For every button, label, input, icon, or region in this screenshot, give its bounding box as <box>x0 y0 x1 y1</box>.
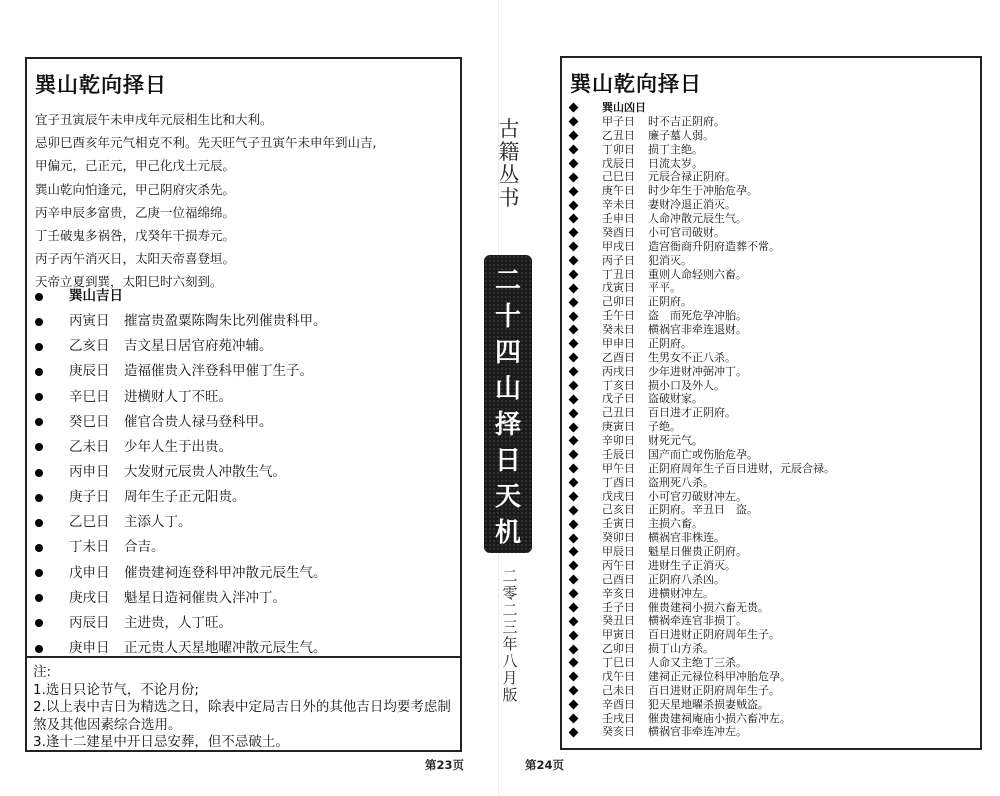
day-description: 催贵建祠小损六畜无贵。 <box>648 600 769 614</box>
day-description: 横祸官非牵连退财。 <box>648 323 747 336</box>
bullet-icon <box>35 594 43 602</box>
day-description: 时少年生于冲胎危孕。 <box>648 184 758 198</box>
list-item <box>568 226 835 240</box>
list-item <box>568 517 835 531</box>
day-description: 元辰合禄正阴府。 <box>648 170 736 184</box>
day-description: 进财生子正消灭。 <box>648 558 736 572</box>
day-description: 正阴府。辛丑日 盗。 <box>648 503 758 517</box>
page-number-left: 第23页 <box>425 758 465 772</box>
day-description: 正阴府。 <box>648 295 692 309</box>
day-name: 庚寅日 <box>602 420 635 434</box>
diamond-bullet-icon <box>569 214 579 224</box>
diamond-bullet-icon <box>569 700 579 710</box>
day-description: 少年进财冲弼冲丁。 <box>648 364 747 378</box>
list-item <box>35 586 327 611</box>
list-item <box>568 712 835 726</box>
day-description: 主添人丁。 <box>124 514 192 531</box>
day-description: 生男女不正八杀。 <box>648 350 736 364</box>
day-name: 乙丑日 <box>602 128 635 142</box>
diamond-bullet-icon <box>569 158 579 168</box>
day-description: 正元贵人天星地曜冲散元辰生气。 <box>124 639 327 656</box>
day-description: 人命冲散元辰生气。 <box>648 212 747 225</box>
list-item <box>35 435 327 460</box>
diamond-bullet-icon <box>569 505 579 515</box>
diamond-bullet-icon <box>569 172 579 182</box>
diamond-bullet-icon <box>569 200 579 210</box>
day-description: 百日进才正阴府。 <box>648 406 736 420</box>
bullet-icon <box>35 544 43 552</box>
day-name: 癸卯日 <box>602 531 635 545</box>
day-name: 甲申日 <box>602 336 635 350</box>
day-description: 催官合贵人禄马登科甲。 <box>124 413 273 430</box>
bullet-icon <box>35 343 43 351</box>
diamond-bullet-icon <box>569 367 579 377</box>
left-page-title: 巽山乾向择日 <box>35 73 167 97</box>
list-item <box>35 334 327 359</box>
day-name: 乙亥日 <box>69 338 110 355</box>
diamond-bullet-icon <box>569 394 579 404</box>
list-item <box>568 434 835 448</box>
day-description: 重则人命轻则六畜。 <box>648 267 747 281</box>
note-line: 1.选日只论节气，不论月份; <box>33 681 199 698</box>
list-item <box>568 115 835 129</box>
day-name: 甲辰日 <box>602 545 635 558</box>
day-name: 甲寅日 <box>602 628 635 642</box>
list-item <box>568 295 835 309</box>
day-name: 辛卯日 <box>602 434 635 447</box>
day-name: 乙卯日 <box>602 642 635 656</box>
list-item <box>568 309 835 323</box>
list-item <box>568 281 835 295</box>
day-description: 日流太岁。 <box>648 156 703 170</box>
day-description: 正阴府。 <box>648 336 692 350</box>
day-description: 百日进财正阴府周年生子。 <box>648 628 780 642</box>
diamond-bullet-icon <box>569 228 579 238</box>
list-item <box>568 212 835 226</box>
day-description: 正阴府周年生子百日进财，元辰合禄。 <box>648 461 835 475</box>
diamond-bullet-icon <box>569 533 579 543</box>
day-name: 壬辰日 <box>602 447 635 461</box>
day-description: 魁星日造祠催贵入泮冲丁。 <box>124 589 286 606</box>
list-item <box>568 614 835 628</box>
day-name: 庚午日 <box>602 184 635 198</box>
spine-series-label: 古籍丛书 <box>498 117 520 210</box>
day-name: 壬子日 <box>602 600 635 614</box>
day-description: 损小口及外人。 <box>648 378 725 392</box>
diamond-bullet-icon <box>569 297 579 307</box>
diamond-bullet-icon <box>569 464 579 474</box>
verse-line: 丙子丙午消灭日，太阳天帝喜登垣。 <box>35 251 236 267</box>
verse-line: 丁壬破鬼多祸咎，戊癸年干损寿元。 <box>35 227 236 243</box>
diamond-bullet-icon <box>569 325 579 335</box>
list-item <box>35 385 327 410</box>
list-item <box>568 670 835 684</box>
list-item <box>568 642 835 656</box>
diamond-bullet-icon <box>569 422 579 432</box>
diamond-bullet-icon <box>569 547 579 557</box>
day-name: 乙巳日 <box>69 514 110 531</box>
diamond-bullet-icon <box>569 131 579 141</box>
diamond-bullet-icon <box>569 242 579 252</box>
day-name: 丙申日 <box>69 463 110 480</box>
list-item <box>35 535 327 560</box>
day-description: 摧富贵盈粟陈陶朱比列催贵科甲。 <box>124 313 327 330</box>
diamond-bullet-icon <box>569 616 579 626</box>
spine-edition: 二零二三年八月版 <box>502 567 518 704</box>
day-name: 辛亥日 <box>602 586 635 600</box>
day-description: 魁星日催贵正阴府。 <box>648 545 747 558</box>
list-item <box>568 129 835 143</box>
verse-line: 巽山乾向怕逢元，甲己阴府灾杀先。 <box>35 181 236 197</box>
diamond-bullet-icon <box>569 436 579 446</box>
diamond-bullet-icon <box>569 658 579 668</box>
verse-line: 天帝立夏到巽，太阳巳时六刻到。 <box>35 274 223 290</box>
list-item <box>35 410 327 435</box>
day-name: 戊子日 <box>602 392 635 406</box>
list-item <box>35 309 327 334</box>
list-item <box>568 323 835 337</box>
day-description: 正阴府八杀凶。 <box>648 572 725 586</box>
day-description: 小可官刃破财冲左。 <box>648 489 747 503</box>
day-name: 辛酉日 <box>602 697 635 711</box>
day-name: 丙午日 <box>602 558 635 572</box>
day-name: 戊午日 <box>602 669 635 683</box>
bullet-icon <box>35 469 43 477</box>
diamond-bullet-icon <box>569 589 579 599</box>
list-item <box>568 406 835 420</box>
page-number-right: 第24页 <box>525 758 565 772</box>
day-name: 戊寅日 <box>602 281 635 295</box>
day-description: 横祸官非株连。 <box>648 531 725 545</box>
day-name: 戊戌日 <box>602 489 635 503</box>
day-name: 壬戌日 <box>602 711 635 725</box>
verse-line: 丙辛申辰多富贵，乙庚一位福绵绵。 <box>35 204 236 220</box>
list-item <box>568 656 835 670</box>
diamond-bullet-icon <box>569 145 579 155</box>
day-name: 乙酉日 <box>602 350 635 364</box>
list-item <box>568 254 835 268</box>
diamond-bullet-icon <box>569 561 579 571</box>
diamond-bullet-icon <box>569 672 579 682</box>
verse-line: 忌卯巳酉亥年元气相克不利。先天旺气子丑寅午未申年到山吉, <box>35 135 377 151</box>
day-description: 人命又主绝丁三杀。 <box>648 656 747 669</box>
list-item <box>568 240 835 254</box>
notes-box <box>25 656 462 752</box>
diamond-bullet-icon <box>569 686 579 696</box>
bullet-icon <box>35 519 43 527</box>
diamond-bullet-icon <box>569 186 579 196</box>
diamond-bullet-icon <box>569 256 579 266</box>
diamond-bullet-icon <box>569 450 579 460</box>
day-description: 盗 而死危孕冲胎。 <box>648 309 747 323</box>
list-item <box>568 184 835 198</box>
day-name: 庚辰日 <box>69 363 110 380</box>
day-name: 丙辰日 <box>69 614 110 631</box>
day-name: 乙未日 <box>69 438 110 455</box>
list-item <box>568 490 835 504</box>
diamond-bullet-icon <box>569 269 579 279</box>
diamond-bullet-icon <box>569 283 579 293</box>
note-line: 2.以上表中吉日为精选之日，除表中定局吉日外的其他吉日均要考虑制煞及其他因素综合选用。 <box>33 699 451 733</box>
diamond-bullet-icon <box>569 575 579 585</box>
list-item <box>568 170 835 184</box>
day-description: 百日进财正阴府周年生子。 <box>648 683 780 697</box>
list-item <box>568 559 835 573</box>
bullet-icon <box>35 569 43 577</box>
diamond-bullet-icon <box>569 491 579 501</box>
day-description: 造宫衙商升阴府造葬不常。 <box>648 239 780 253</box>
diamond-bullet-icon <box>569 380 579 390</box>
diamond-bullet-icon <box>569 727 579 737</box>
day-name: 丙戌日 <box>602 364 635 378</box>
bullet-icon <box>35 293 43 301</box>
day-description: 损丁山方杀。 <box>648 642 714 656</box>
diamond-bullet-icon <box>569 103 579 113</box>
day-name: 丙寅日 <box>69 313 110 330</box>
diamond-bullet-icon <box>569 644 579 654</box>
day-description: 横祸牵连官非损丁。 <box>648 614 747 628</box>
day-name: 戊申日 <box>69 564 110 581</box>
day-name: 丙子日 <box>602 253 635 267</box>
day-name: 己丑日 <box>602 406 635 420</box>
day-name: 甲戌日 <box>602 239 635 253</box>
list-item <box>35 359 327 384</box>
list-item <box>568 365 835 379</box>
day-name: 壬寅日 <box>602 517 635 531</box>
day-name: 己未日 <box>602 683 635 697</box>
right-page-title: 巽山乾向择日 <box>570 72 702 96</box>
list-item <box>568 503 835 517</box>
day-description: 催贵建祠庵庙小损六畜冲左。 <box>648 711 791 725</box>
lucky-days-list <box>35 284 327 661</box>
list-item <box>568 351 835 365</box>
diamond-bullet-icon <box>569 519 579 529</box>
day-name: 己酉日 <box>602 572 635 586</box>
list-item <box>35 510 327 535</box>
bullet-icon <box>35 418 43 426</box>
list-item <box>35 611 327 636</box>
day-name: 丁酉日 <box>602 475 635 489</box>
day-name: 己巳日 <box>602 170 635 184</box>
day-description: 吉文星日居官府苑冲辅。 <box>124 338 273 355</box>
day-description: 进横财冲左。 <box>648 586 714 600</box>
day-name: 癸未日 <box>602 323 635 336</box>
list-item <box>568 198 835 212</box>
day-name: 癸亥日 <box>602 725 635 739</box>
unlucky-days-list <box>568 101 835 739</box>
list-item <box>568 587 835 601</box>
day-name: 癸酉日 <box>602 225 635 239</box>
day-name: 庚子日 <box>69 489 110 506</box>
diamond-bullet-icon <box>569 478 579 488</box>
day-description: 小可官司破财。 <box>648 225 725 239</box>
day-name: 丁未日 <box>69 539 110 556</box>
day-name: 辛巳日 <box>69 388 110 405</box>
day-description: 主损六畜。 <box>648 517 703 531</box>
day-description: 犯天星地曜杀损妻贼盗。 <box>648 697 769 711</box>
day-description: 建祠正元禄位科甲冲胎危孕。 <box>648 669 791 683</box>
list-item <box>568 143 835 157</box>
list-item <box>568 476 835 490</box>
day-name: 甲子日 <box>602 114 635 128</box>
day-description: 周年生子正元阳贵。 <box>124 489 246 506</box>
day-description: 损丁主绝。 <box>648 142 703 156</box>
list-item <box>568 379 835 393</box>
diamond-bullet-icon <box>569 630 579 640</box>
day-description: 造福催贵入泮登科甲催丁生子。 <box>124 363 313 380</box>
right-page-frame <box>560 56 982 750</box>
bullet-icon <box>35 368 43 376</box>
bullet-icon <box>35 318 43 326</box>
left-page-frame <box>25 57 462 752</box>
bullet-icon <box>35 393 43 401</box>
day-description: 时不吉正阴府。 <box>648 114 725 128</box>
diamond-bullet-icon <box>569 117 579 127</box>
lucky-days-header: 巽山吉日 <box>35 284 327 309</box>
day-description: 大发财元辰贵人冲散生气。 <box>124 463 286 480</box>
list-item <box>568 684 835 698</box>
list-item <box>568 531 835 545</box>
day-description: 子绝。 <box>648 420 681 434</box>
list-item <box>568 448 835 462</box>
diamond-bullet-icon <box>569 408 579 418</box>
diamond-bullet-icon <box>569 602 579 612</box>
day-description: 横祸官非牵连冲左。 <box>648 725 747 739</box>
list-item <box>568 601 835 615</box>
day-description: 盗破财家。 <box>648 392 703 406</box>
bullet-icon <box>35 494 43 502</box>
bullet-icon <box>35 645 43 653</box>
diamond-bullet-icon <box>569 311 579 321</box>
list-item <box>568 628 835 642</box>
day-description: 犯消灭。 <box>648 253 692 267</box>
diamond-bullet-icon <box>569 713 579 723</box>
day-name: 甲午日 <box>602 461 635 475</box>
day-name: 丁卯日 <box>602 142 635 156</box>
diamond-bullet-icon <box>569 353 579 363</box>
list-item <box>568 698 835 712</box>
day-description: 妻财冷退正消灭。 <box>648 198 736 212</box>
list-item <box>35 485 327 510</box>
day-name: 庚申日 <box>69 639 110 656</box>
day-description: 盗刑死八杀。 <box>648 475 714 489</box>
verse-block <box>35 108 376 294</box>
list-item <box>568 462 835 476</box>
day-description: 合吉。 <box>124 539 165 556</box>
list-item <box>568 268 835 282</box>
list-item <box>568 392 835 406</box>
day-name: 癸丑日 <box>602 614 635 628</box>
day-name: 丁丑日 <box>602 267 635 281</box>
unlucky-days-header: 巽山凶日 <box>568 101 835 115</box>
bullet-icon <box>35 443 43 451</box>
day-name: 壬午日 <box>602 309 635 323</box>
day-name: 戊辰日 <box>602 156 635 170</box>
spine-book-title: 二十四山择日天机 <box>484 255 532 553</box>
day-name: 庚戌日 <box>69 589 110 606</box>
day-name: 壬申日 <box>602 212 635 225</box>
day-description: 国产而亡或伤胎危孕。 <box>648 447 758 461</box>
day-name: 己亥日 <box>602 503 635 517</box>
list-item <box>568 420 835 434</box>
day-name: 辛未日 <box>602 198 635 212</box>
diamond-bullet-icon <box>569 339 579 349</box>
day-description: 少年人生于出贵。 <box>124 438 232 455</box>
list-item <box>35 460 327 485</box>
note-line: 3.逢十二建星中开日忌安葬，但不忌破土。 <box>33 734 289 750</box>
list-item <box>568 573 835 587</box>
list-item <box>35 561 327 586</box>
day-name: 丁亥日 <box>602 378 635 392</box>
verse-line: 甲偏元，己正元，甲己化戊土元辰。 <box>35 158 236 174</box>
notes-heading: 注: <box>33 664 52 680</box>
day-description: 主进贵，人丁旺。 <box>124 614 232 631</box>
day-name: 癸巳日 <box>69 413 110 430</box>
bullet-icon <box>35 619 43 627</box>
day-description: 催贵建祠连登科甲冲散元辰生气。 <box>124 564 327 581</box>
day-description: 财死元气。 <box>648 434 703 447</box>
day-description: 廉子墓人弱。 <box>648 128 714 142</box>
list-item <box>568 545 835 559</box>
verse-line: 宜子丑寅辰午未申戌年元辰相生比和大利。 <box>35 112 273 127</box>
list-item <box>568 337 835 351</box>
day-name: 丁巳日 <box>602 656 635 669</box>
list-item <box>568 725 835 739</box>
day-name: 己卯日 <box>602 295 635 309</box>
day-description: 进横财人丁不旺。 <box>124 388 232 405</box>
list-item <box>568 157 835 171</box>
day-description: 平平。 <box>648 281 681 295</box>
